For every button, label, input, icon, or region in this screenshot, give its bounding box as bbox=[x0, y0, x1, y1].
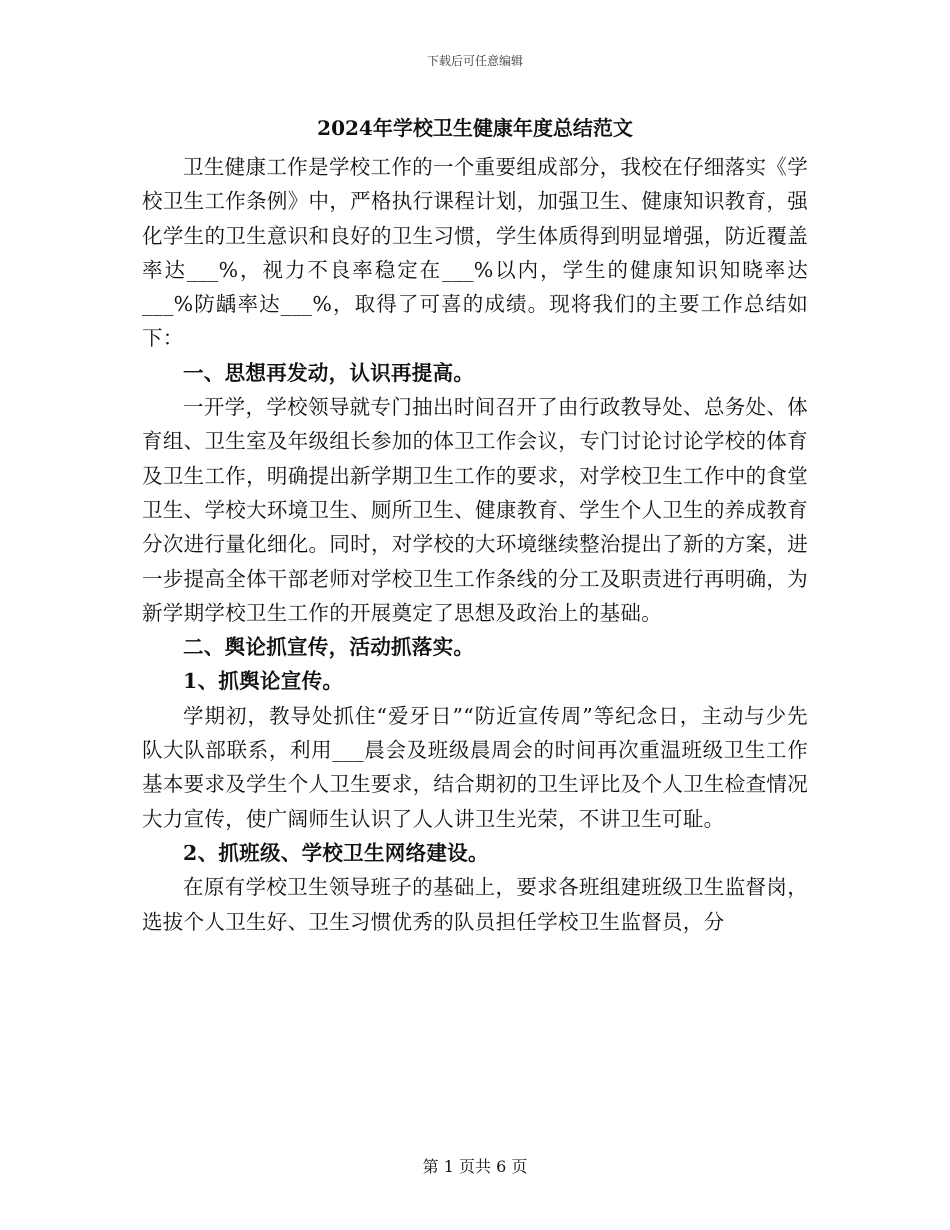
section-1-paragraph: 一开学，学校领导就专门抽出时间召开了由行政教导处、总务处、体育组、卫生室及年级组长参加的体卫工作会议，专门讨论讨论学校的体育及卫生工作，明确提出新学期卫生工作的要求，对学校卫生工作中的食堂卫生、学校大环境卫生、厕所卫生、健康教育、学生个人卫生的养成教育分次进行量化细化。同时，对学校的大环境继续整治提出了新的方案，进一步提高全体干部老师对学校卫生工作条线的分工及职责进行再明确，为新学期学校卫生工作的开展奠定了思想及政治上的基础。 bbox=[142, 395, 808, 625]
section-2-heading: 二、舆论抓宣传，活动抓落实。 bbox=[183, 635, 475, 660]
subsection-2-1-heading: 1、抓舆论宣传。 bbox=[183, 669, 344, 694]
subsection-2-2-heading: 2、抓班级、学校卫生网络建设。 bbox=[183, 840, 489, 865]
page-header-note: 下载后可任意编辑 bbox=[426, 54, 523, 68]
page-number-footer: 第 1 页共 6 页 bbox=[422, 1157, 528, 1176]
subsection-2-2-paragraph: 在原有学校卫生领导班子的基础上，要求各班组建班级卫生监督岗，选拔个人卫生好、卫生习惯优秀的队员担任学校卫生监督员，分 bbox=[142, 875, 808, 934]
subsection-2-1-paragraph: 学期初，教导处抓住“爱牙日”“防近宣传周”等纪念日，主动与少先队大队部联系，利用___晨会及班级晨周会的时间再次重温班级卫生工作基本要求及学生个人卫生要求，结合期初的卫生评比及个人卫生检查情况大力宣传，使广阔师生认识了人人讲卫生光荣，不讲卫生可耻。 bbox=[142, 703, 808, 831]
intro-paragraph: 卫生健康工作是学校工作的一个重要组成部分，我校在仔细落实《学校卫生工作条例》中，严格执行课程计划，加强卫生、健康知识教育，强化学生的卫生意识和良好的卫生习惯，学生体质得到明显增强，防近覆盖率达___%，视力不良率稳定在___%以内，学生的健康知识知晓率达___%防龋率达___%，取得了可喜的成绩。现将我们的主要工作总结如下： bbox=[142, 155, 808, 351]
document-title: 2024年学校卫生健康年度总结范文 bbox=[317, 116, 633, 140]
section-1-heading: 一、思想再发动，认识再提高。 bbox=[183, 360, 475, 385]
document-body bbox=[142, 110, 808, 939]
